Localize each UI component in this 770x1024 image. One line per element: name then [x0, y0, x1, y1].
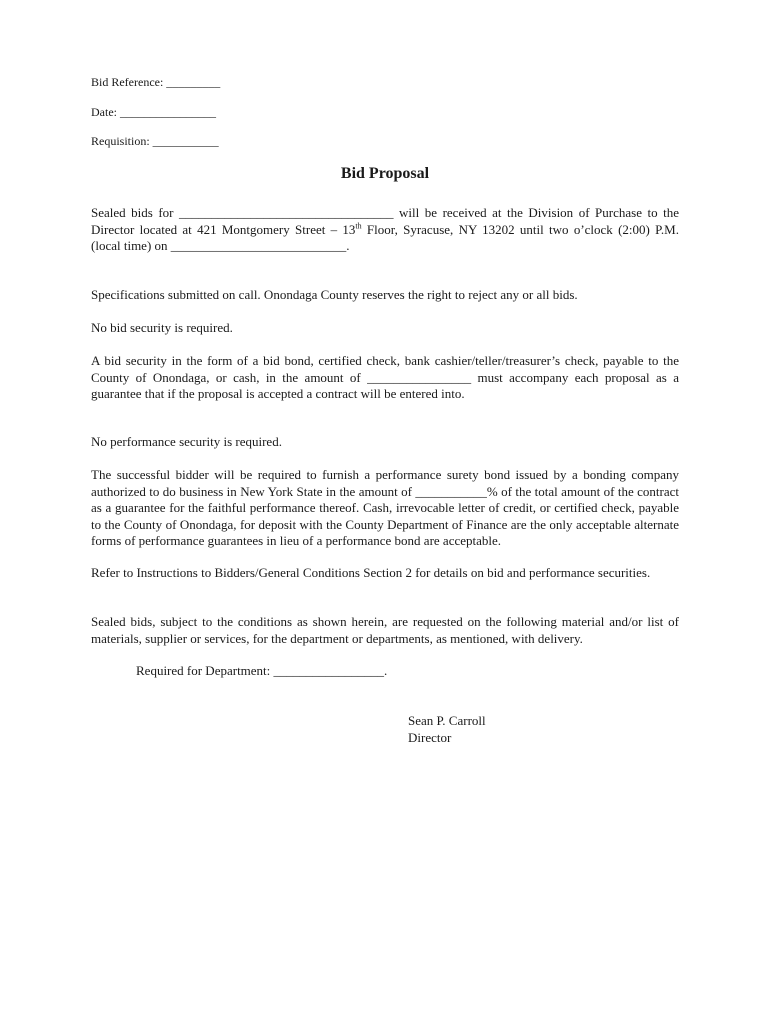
sealed-bids-text-a: Sealed bids for _________________________________ will be received at the Division of Purchase to the Director located at 421 Montgomery Street – 13	[91, 205, 679, 237]
refer-paragraph: Refer to Instructions to Bidders/General Conditions Section 2 for details on bid and performance securities.	[91, 565, 651, 580]
required-department-line: Required for Department: _________________.	[136, 663, 388, 678]
bid-security-paragraph: A bid security in the form of a bid bond, certified check, bank cashier/teller/treasurer’s check, payable to the County of Onondaga, or cash, in the amount of ________________ must accompany each proposal as a guarantee that if the proposal is accepted a contract will be entered into.	[91, 353, 679, 401]
signature-block	[408, 712, 486, 746]
sealed-bids-conditions-paragraph: Sealed bids, subject to the conditions as shown herein, are requested on the following material and/or list of materials, supplier or services, for the department or departments, as mentioned, with delivery.	[91, 614, 679, 646]
signatory-name: Sean P. Carroll	[408, 713, 486, 728]
date-field: Date: ________________	[91, 105, 216, 119]
sealed-bids-paragraph	[91, 205, 679, 255]
sealed-bids-superscript: th	[355, 221, 362, 231]
document-title: Bid Proposal	[340, 165, 430, 182]
specifications-paragraph: Specifications submitted on call. Onondaga County reserves the right to reject any or all bids.	[91, 287, 578, 302]
no-performance-security-paragraph: No performance security is required.	[91, 434, 282, 449]
bid-reference-field: Bid Reference: _________	[91, 75, 221, 89]
requisition-field: Requisition: ___________	[91, 134, 219, 148]
sealed-bids-text-b: Floor, Syracuse, NY 13202 until two o’clock (2:00) P.M. (local time) on ___________________________.	[91, 221, 679, 253]
signatory-title: Director	[408, 730, 452, 745]
no-bid-security-paragraph: No bid security is required.	[91, 320, 233, 335]
successful-bidder-paragraph: The successful bidder will be required to furnish a performance surety bond issued by a bonding company authorized to do business in New York State in the amount of ___________% of the total amount of the contract as a guarantee for the faithful performance thereof. Cash, irrevocable letter of credit, or certified check, payable to the County of Onondaga, for deposit with the County Department of Finance are the only acceptable alternate forms of performance guarantees in lieu of a performance bond are acceptable.	[91, 467, 679, 548]
